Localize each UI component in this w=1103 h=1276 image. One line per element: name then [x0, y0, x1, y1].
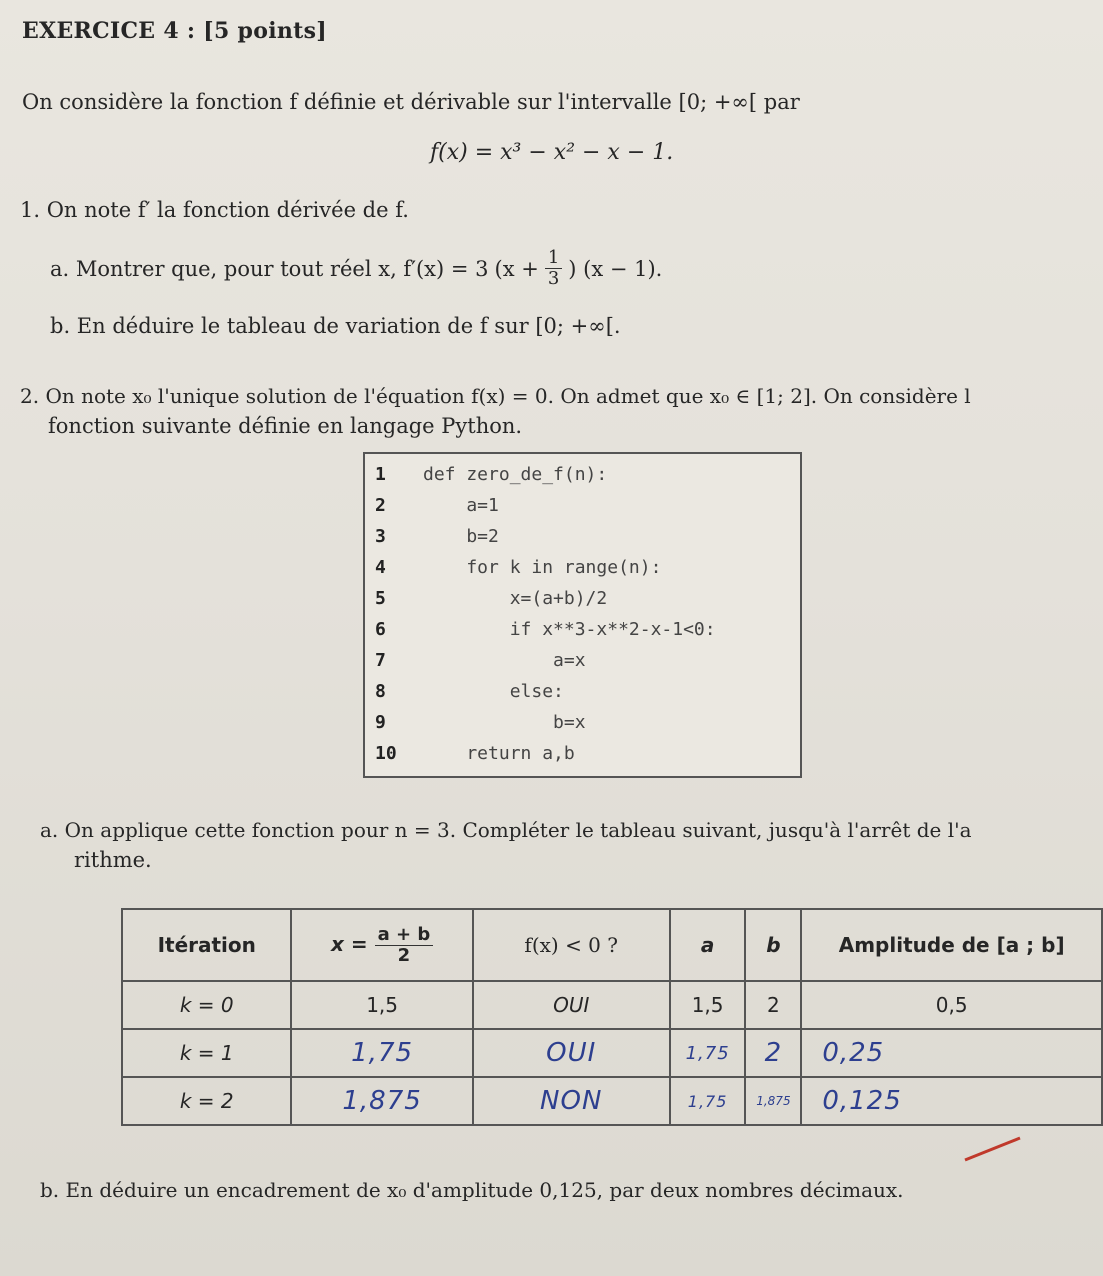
question-2a-line2: rithme.	[74, 848, 152, 872]
code-line: 2 a=1	[375, 495, 499, 516]
question-2b: b. En déduire un encadrement de x₀ d'amplitude 0,125, par deux nombres décimaux.	[40, 1178, 904, 1202]
header-x-prefix: x =	[330, 931, 368, 956]
question-1b: b. En déduire le tableau de variation de f sur [0; +∞[.	[50, 314, 621, 338]
cell-fx: OUI	[473, 981, 670, 1029]
code-line: 1 def zero_de_f(n):	[375, 464, 608, 485]
code-line: 4 for k in range(n):	[375, 557, 662, 578]
code-line: 3 b=2	[375, 526, 499, 547]
red-pen-mark	[960, 1130, 1030, 1170]
question-2a-line1: a. On applique cette fonction pour n = 3. Compléter le tableau suivant, jusqu'à l'arrêt de l'a	[40, 818, 972, 842]
cell-iteration: k = 0	[122, 981, 291, 1029]
code-line: 5 x=(a+b)/2	[375, 588, 608, 609]
cell-x-handwritten: 1,875	[291, 1077, 472, 1125]
q1a-suffix: ) (x − 1).	[568, 256, 663, 281]
header-iteration: Itération	[122, 909, 291, 981]
header-b: b	[745, 909, 801, 981]
cell-amplitude-handwritten: 0,125	[801, 1077, 1102, 1125]
code-line: 9 b=x	[375, 712, 586, 733]
cell-b: 2	[745, 981, 801, 1029]
header-x-num: a + b	[375, 925, 434, 946]
table-row	[122, 1077, 1102, 1125]
red-pen-stroke	[965, 1138, 1020, 1160]
header-x-fraction	[375, 925, 434, 966]
cell-iteration: k = 1	[122, 1029, 291, 1077]
q1a-frac-num: 1	[545, 248, 562, 269]
cell-fx-handwritten: OUI	[473, 1029, 670, 1077]
q1a-paren-open: (x +	[494, 256, 539, 281]
header-amplitude: Amplitude de [a ; b]	[801, 909, 1102, 981]
code-line: 10 return a,b	[375, 743, 575, 764]
table-row	[122, 981, 1102, 1029]
table-header-row	[122, 909, 1102, 981]
cell-x-handwritten: 1,75	[291, 1029, 472, 1077]
question-1a	[50, 248, 662, 289]
cell-b-handwritten: 2	[745, 1029, 801, 1077]
intro-text: On considère la fonction f définie et dérivable sur l'intervalle [0; +∞[ par	[22, 90, 800, 114]
cell-x: 1,5	[291, 981, 472, 1029]
cell-a-handwritten: 1,75	[670, 1029, 746, 1077]
q1a-prefix: a. Montrer que, pour tout réel x, f′(x) = 3	[50, 256, 489, 281]
header-a: a	[670, 909, 746, 981]
function-formula: f(x) = x³ − x² − x − 1.	[430, 140, 674, 165]
cell-a: 1,5	[670, 981, 746, 1029]
cell-fx-handwritten: NON	[473, 1077, 670, 1125]
exercise-title: EXERCICE 4 : [5 points]	[22, 18, 328, 44]
table-row	[122, 1029, 1102, 1077]
header-x-den: 2	[397, 944, 411, 966]
code-line: 6 if x**3-x**2-x-1<0:	[375, 619, 716, 640]
python-code-box	[363, 452, 802, 778]
cell-b-handwritten: 1,875	[745, 1077, 801, 1125]
q1a-frac-den: 3	[547, 268, 560, 289]
header-fx: f(x) < 0 ?	[473, 909, 670, 981]
q1a-fraction	[545, 248, 562, 289]
cell-amplitude: 0,5	[801, 981, 1102, 1029]
cell-a-handwritten: 1,75	[670, 1077, 746, 1125]
question-1: 1. On note f′ la fonction dérivée de f.	[20, 198, 409, 222]
bisection-table	[121, 908, 1103, 1126]
cell-amplitude-handwritten: 0,25	[801, 1029, 1102, 1077]
question-2-line2: fonction suivante définie en langage Python.	[48, 414, 523, 438]
code-line: 8 else:	[375, 681, 564, 702]
code-line: 7 a=x	[375, 650, 586, 671]
header-x	[291, 909, 472, 981]
cell-iteration: k = 2	[122, 1077, 291, 1125]
question-2-line1: 2. On note x₀ l'unique solution de l'équation f(x) = 0. On admet que x₀ ∈ [1; 2]. On considère l	[20, 384, 971, 408]
